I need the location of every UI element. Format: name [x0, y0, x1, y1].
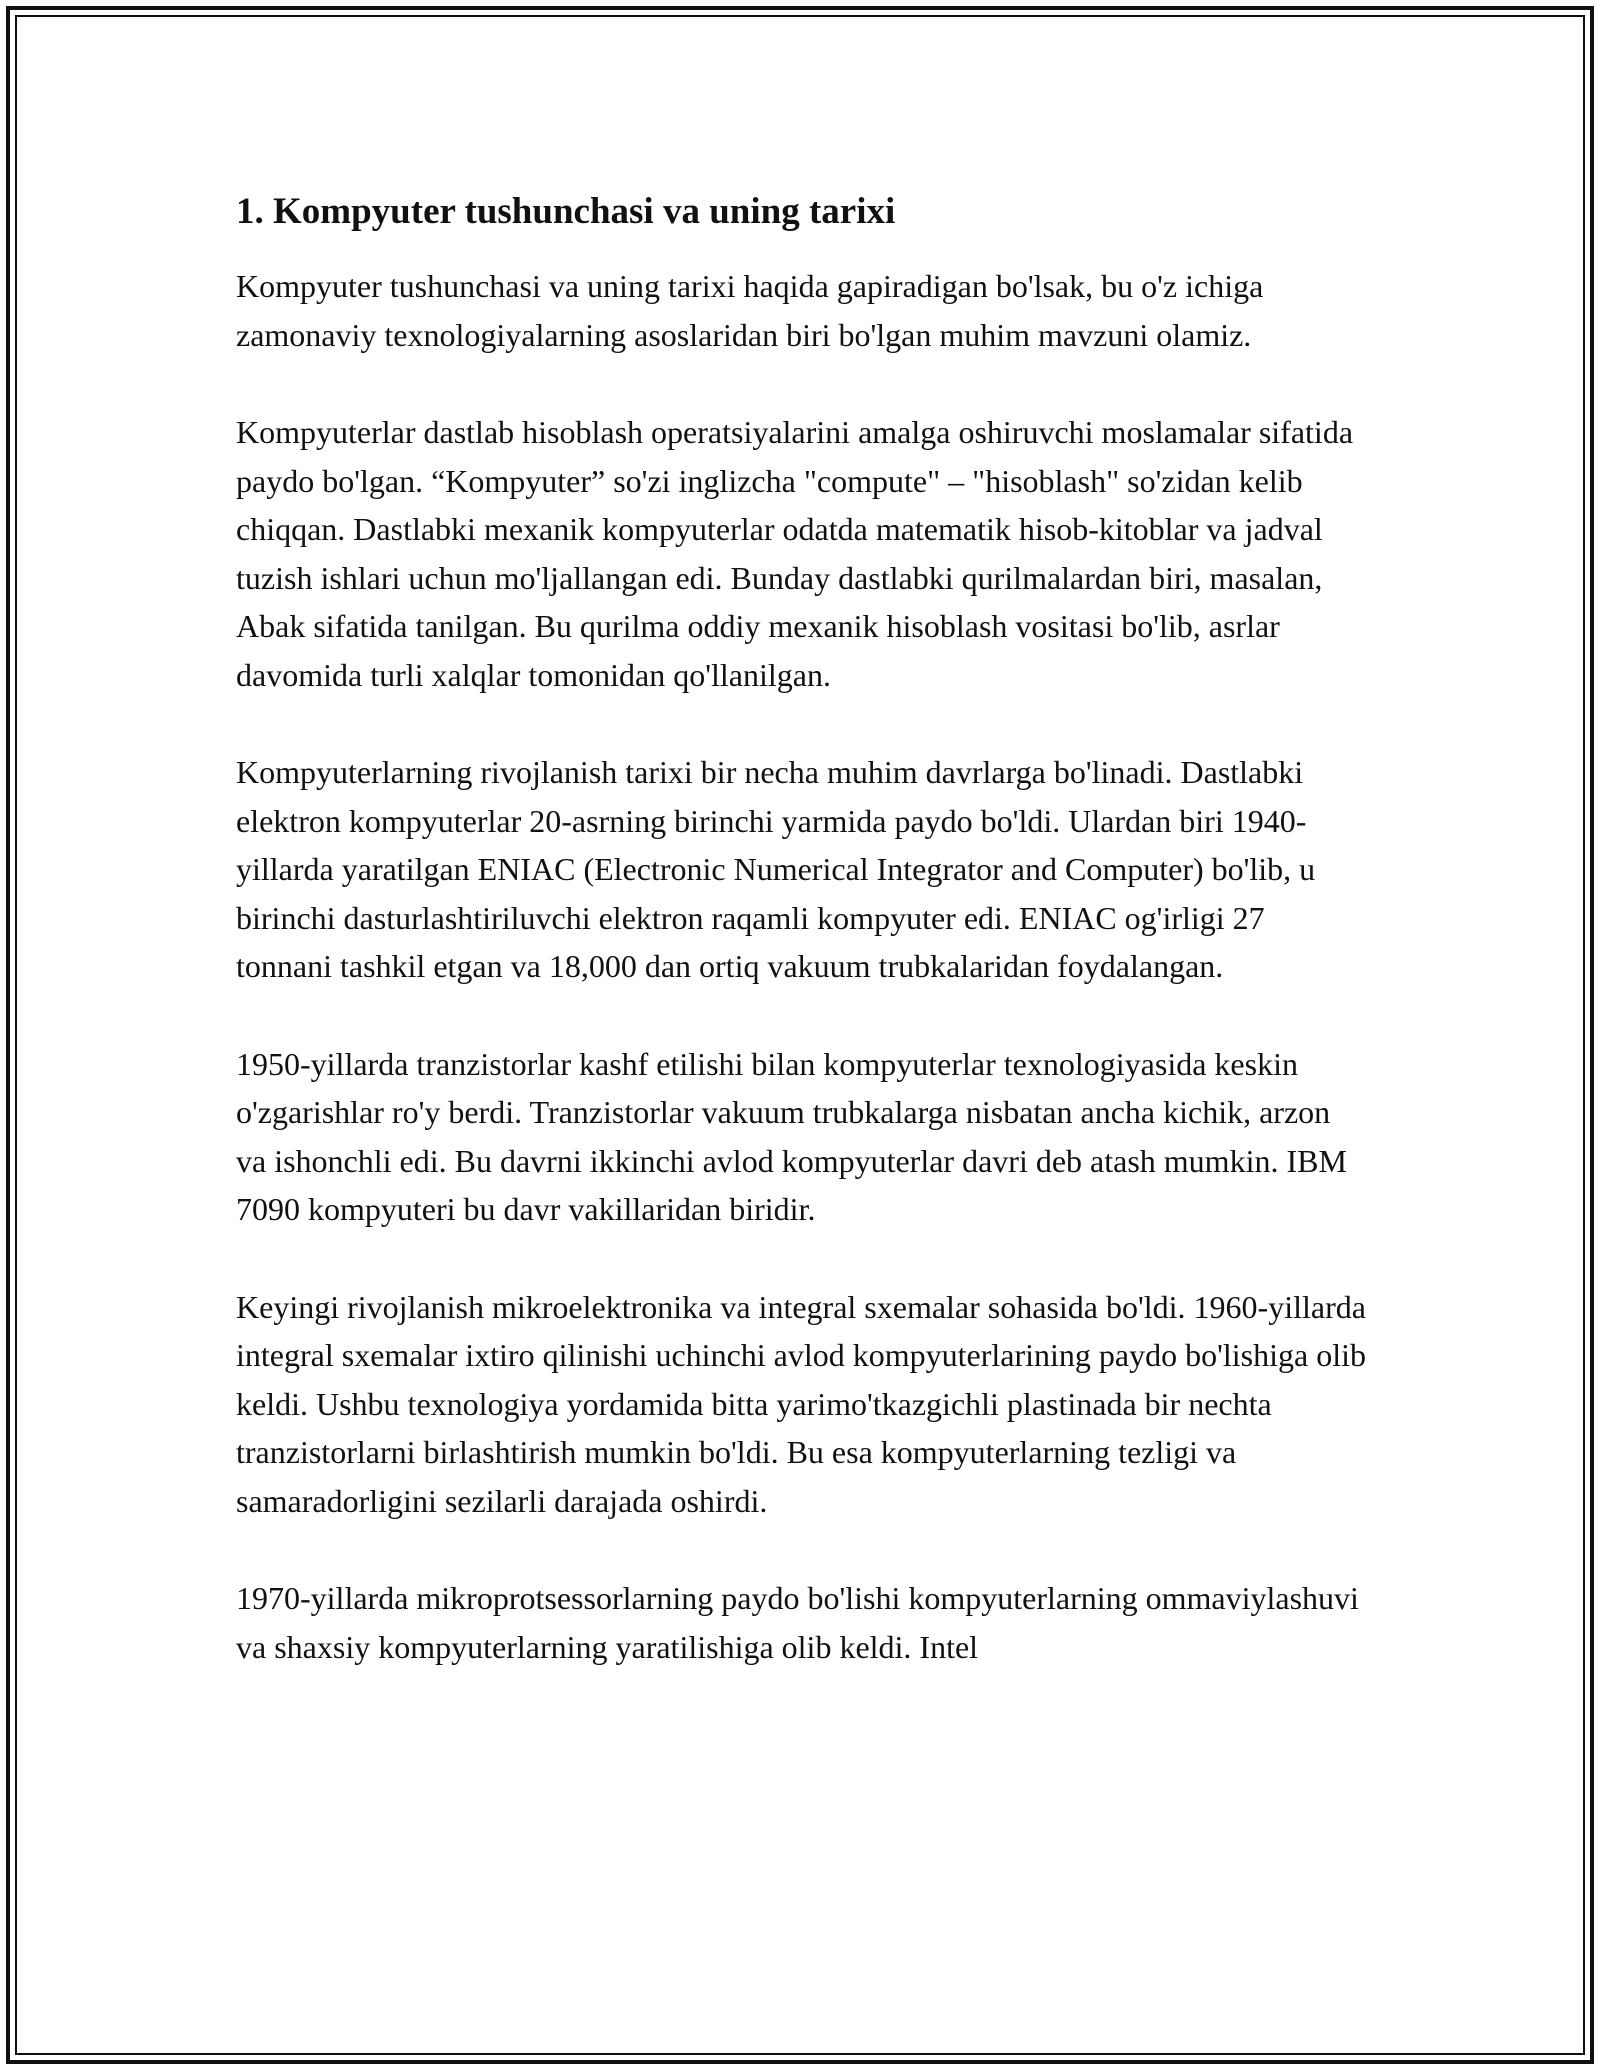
paragraph-intro: Kompyuter tushunchasi va uning tarixi haqida gapiradigan bo'lsak, bu o'z ichiga zamonaviy texnologiyalarning asoslaridan biri bo'lgan muhim mavzuni olamiz.: [236, 268, 1264, 353]
paragraph-eniac: Kompyuterlarning rivojlanish tarixi bir necha muhim davrlarga bo'linadi. Dastlabki elektron kompyuterlar 20-asrning birinchi yarmida paydo bo'ldi. Ulardan biri 1940-yillarda yaratilgan ENIAC (Electronic Numerical Integrator and Computer) bo'lib, u birinchi dasturlashtiriluvchi elektron raqamli kompyuter edi. ENIAC og'irligi 27 tonnani tashkil etgan va 18,000 dan ortiq vakuum trubkalaridan foydalangan.: [236, 754, 1316, 984]
paragraph-transistors: 1950-yillarda tranzistorlar kashf etilishi bilan kompyuterlar texnologiyasida keskin o'zgarishlar ro'y berdi. Tranzistorlar vakuum trubkalarga nisbatan ancha kichik, arzon va ishonchli edi. Bu davrni ikkinchi avlod kompyuterlar davri deb atash mumkin. IBM 7090 kompyuteri bu davr vakillaridan biridir.: [236, 1045, 1347, 1227]
paragraph-origins: Kompyuterlar dastlab hisoblash operatsiyalarini amalga oshiruvchi moslamalar sifatida paydo bo'lgan. “Kompyuter” so'zi inglizcha "compute" – "hisoblash" so'zidan kelib chiqqan. Dastlabki mexanik kompyuterlar odatda matematik hisob-kitoblar va jadval tuzish ishlari uchun mo'ljallangan edi. Bunday dastlabki qurilmalardan biri, masalan, Abak sifatida tanilgan. Bu qurilma oddiy mexanik hisoblash vositasi bo'lib, asrlar davomida turli xalqlar tomonidan qo'llanilgan.: [236, 414, 1354, 693]
paragraph-microprocessors: 1970-yillarda mikroprotsessorlarning paydo bo'lishi kompyuterlarning ommaviylashuvi va shaxsiy kompyuterlarning yaratilishiga olib keldi. Intel: [236, 1580, 1359, 1665]
section-heading: 1. Kompyuter tushunchasi va uning tarixi: [236, 191, 896, 232]
document-body: [236, 186, 1366, 1671]
paragraph-integrated-circuits: Keyingi rivojlanish mikroelektronika va integral sxemalar sohasida bo'ldi. 1960-yillarda integral sxemalar ixtiro qilinishi uchinchi avlod kompyuterlarining paydo bo'lishiga olib keldi. Ushbu texnologiya yordamida bitta yarimo'tkazgichli plastinada bir nechta tranzistorlarni birlashtirish mumkin bo'ldi. Bu esa kompyuterlarning tezligi va samaradorligini sezilarli darajada oshirdi.: [236, 1288, 1366, 1519]
